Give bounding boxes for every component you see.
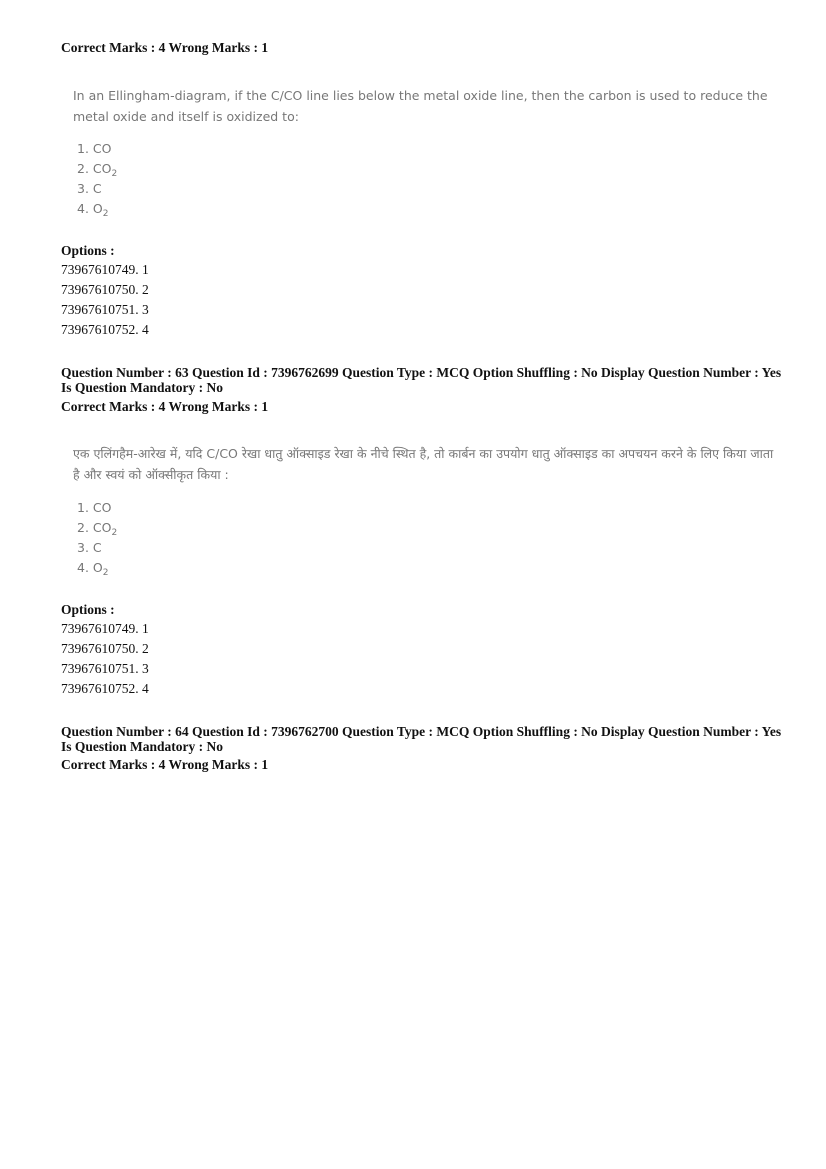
choice-item: 2. $CO_2$ [77,520,118,538]
choice-item: 3. C [77,540,102,555]
mandatory-line: Is Question Mandatory : No [61,739,224,754]
mandatory-line: Is Question Mandatory : No [61,380,224,395]
options-label: Options : [61,602,115,617]
choice-item: 3. C [77,181,102,196]
option-item: 73967610749. 1 [61,621,149,636]
choice-item: 1. CO [77,141,112,156]
options-list [61,619,149,699]
option-item: 73967610751. 3 [61,661,149,676]
option-item: 73967610750. 2 [61,641,149,656]
marks-line: Correct Marks : 4 Wrong Marks : 1 [61,399,269,414]
question-text: एक एलिंगहैम-आरेख में, यदि C/CO रेखा धातु ऑक्साइड रेखा के नीचे स्थित है, तो कार्बन का उपयोग धातु ऑक्साइड का अपचयन करने के लिए किया जाता है और स्वयं को ऑक्सीकृत किया : [73,446,774,482]
choice-item: 4. $O_2$ [77,201,109,219]
marks-line: Correct Marks : 4 Wrong Marks : 1 [61,757,269,772]
question-header: Question Number : 64 Question Id : 7396762700 Question Type : MCQ Option Shuffling : No Display Question Number : Yes [61,724,782,739]
option-item: 73967610749. 1 [61,262,149,277]
question-image [73,85,773,225]
marks-line: Correct Marks : 4 Wrong Marks : 1 [61,40,269,55]
question-text: In an Ellingham-diagram, if the C/CO line lies below the metal oxide line, then the carbon is used to reduce the metal oxide and itself is oxidized to: [73,88,768,124]
options-list [61,260,149,340]
option-item: 73967610751. 3 [61,302,149,317]
option-item: 73967610750. 2 [61,282,149,297]
choice-item: 2. $CO_2$ [77,161,118,179]
question-header: Question Number : 63 Question Id : 7396762699 Question Type : MCQ Option Shuffling : No Display Question Number : Yes [61,365,782,380]
options-label: Options : [61,243,115,258]
choice-item: 4. $O_2$ [77,560,109,578]
option-item: 73967610752. 4 [61,681,149,696]
question-image [73,443,778,583]
option-item: 73967610752. 4 [61,322,149,337]
choice-item: 1. CO [77,500,112,515]
